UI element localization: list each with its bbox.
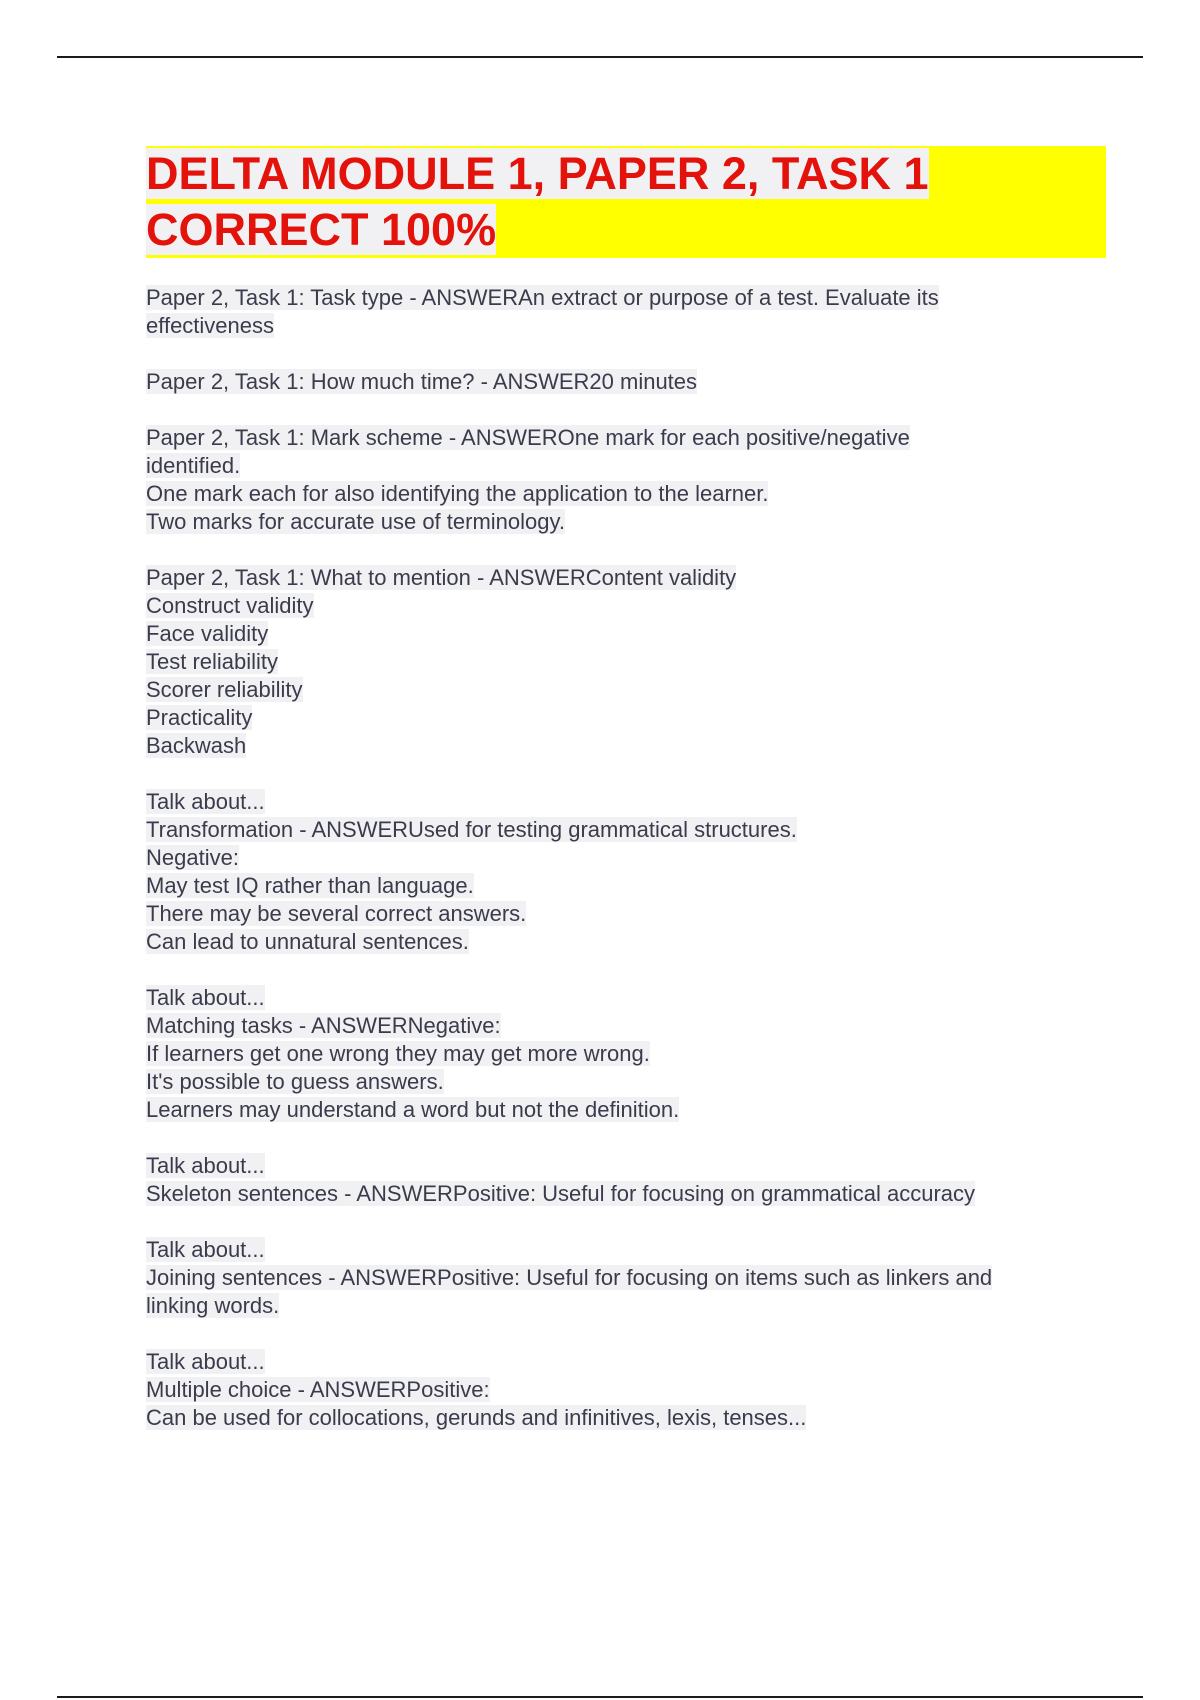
entry-line: If learners get one wrong they may get more wrong. (146, 1041, 650, 1066)
entry-line: linking words. (146, 1293, 280, 1318)
entry-line: Transformation - ANSWERUsed for testing grammatical structures. (146, 817, 797, 842)
entry-line: Skeleton sentences - ANSWERPositive: Useful for focusing on grammatical accuracy (146, 1181, 976, 1206)
entry-line: Paper 2, Task 1: Task type - ANSWERAn extract or purpose of a test. Evaluate its (146, 285, 939, 310)
entry-line: There may be several correct answers. (146, 901, 527, 926)
entry-line: May test IQ rather than language. (146, 873, 474, 898)
qa-entry (146, 1348, 1106, 1432)
entry-line: Learners may understand a word but not the definition. (146, 1097, 680, 1122)
entry-line: Talk about... (146, 1153, 265, 1178)
entry-line: Multiple choice - ANSWERPositive: (146, 1377, 490, 1402)
entry-line: identified. (146, 453, 241, 478)
entry-line: Joining sentences - ANSWERPositive: Useful for focusing on items such as linkers and (146, 1265, 993, 1290)
entry-line: Backwash (146, 733, 247, 758)
document-body (146, 146, 1106, 1460)
title-line: DELTA MODULE 1, PAPER 2, TASK 1 (146, 146, 1106, 202)
entry-line: Paper 2, Task 1: How much time? - ANSWER20 minutes (146, 369, 698, 394)
entry-line: Talk about... (146, 789, 265, 814)
entry-line: One mark each for also identifying the application to the learner. (146, 481, 769, 506)
entry-line: Paper 2, Task 1: Mark scheme - ANSWEROne mark for each positive/negative (146, 425, 910, 450)
qa-entry (146, 984, 1106, 1124)
entry-line: It's possible to guess answers. (146, 1069, 444, 1094)
entry-line: Test reliability (146, 649, 279, 674)
entry-line: Construct validity (146, 593, 314, 618)
qa-entry (146, 424, 1106, 536)
qa-entry (146, 788, 1106, 956)
entry-line: Face validity (146, 621, 269, 646)
qa-entries (146, 284, 1106, 1432)
entry-line: Paper 2, Task 1: What to mention - ANSWERContent validity (146, 565, 737, 590)
entry-line: Matching tasks - ANSWERNegative: (146, 1013, 501, 1038)
document-title (146, 146, 1106, 258)
entry-line: Negative: (146, 845, 239, 870)
bottom-rule (57, 1696, 1143, 1698)
entry-line: effectiveness (146, 313, 275, 338)
entry-line: Talk about... (146, 1237, 265, 1262)
title-line: CORRECT 100% (146, 202, 1106, 258)
entry-line: Two marks for accurate use of terminology. (146, 509, 565, 534)
qa-entry (146, 284, 1106, 340)
entry-line: Practicality (146, 705, 253, 730)
entry-line: Can lead to unnatural sentences. (146, 929, 469, 954)
qa-entry (146, 1236, 1106, 1320)
entry-line: Can be used for collocations, gerunds and infinitives, lexis, tenses... (146, 1405, 807, 1430)
qa-entry (146, 368, 1106, 396)
entry-line: Talk about... (146, 985, 265, 1010)
qa-entry (146, 564, 1106, 760)
qa-entry (146, 1152, 1106, 1208)
top-rule (57, 56, 1143, 58)
entry-line: Scorer reliability (146, 677, 303, 702)
entry-line: Talk about... (146, 1349, 265, 1374)
